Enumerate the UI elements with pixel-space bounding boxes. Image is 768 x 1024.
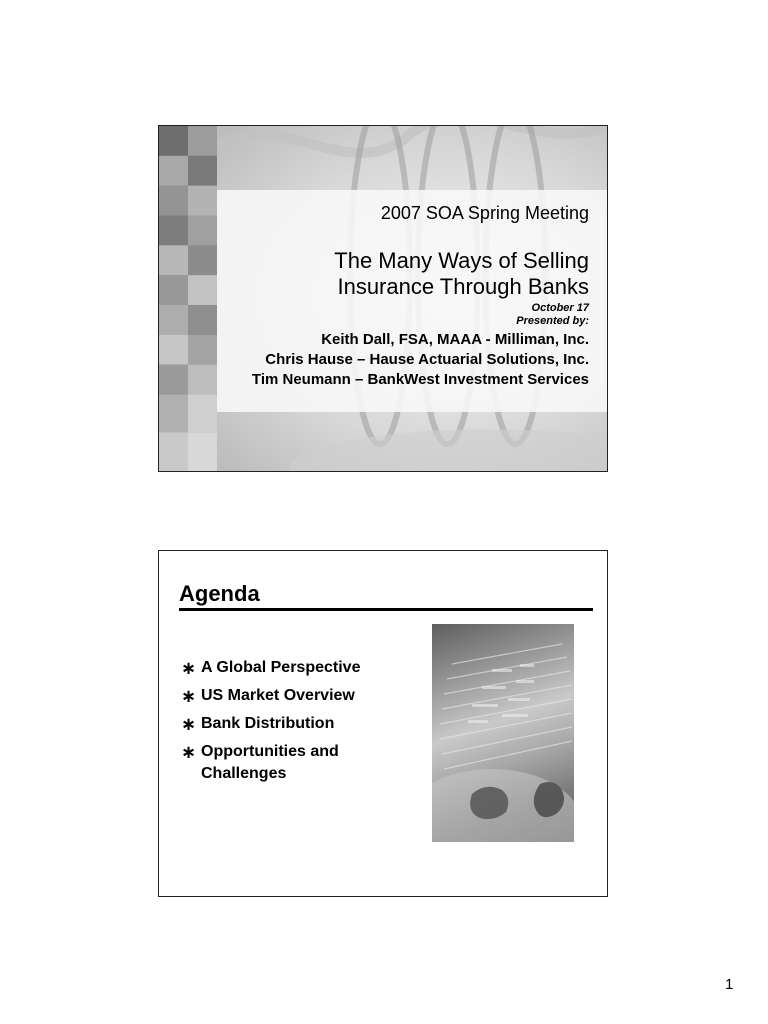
- presenter-1: Keith Dall, FSA, MAAA - Milliman, Inc.: [321, 331, 589, 348]
- agenda-slide: [158, 550, 608, 897]
- list-item: [181, 741, 401, 785]
- title-underline: [179, 608, 593, 611]
- page-number: 1: [725, 976, 734, 993]
- presenter-2: Chris Hause – Hause Actuarial Solutions, Inc.: [265, 351, 589, 368]
- list-item: [181, 657, 401, 679]
- agenda-title: Agenda: [179, 581, 260, 606]
- title-slide: [158, 125, 608, 472]
- asterisk-bullet-icon: ∗: [181, 742, 197, 762]
- presentation-date: October 17: [531, 302, 589, 314]
- meeting-name: 2007 SOA Spring Meeting: [380, 203, 589, 223]
- list-item: [181, 713, 401, 735]
- agenda-item-label: A Global Perspective: [201, 659, 361, 676]
- agenda-list: [181, 657, 401, 791]
- asterisk-bullet-icon: ∗: [181, 686, 197, 706]
- globe-and-stock-ticker-photo: [432, 624, 574, 842]
- presenter-3: Tim Neumann – BankWest Investment Services: [251, 371, 589, 388]
- presentation-title: [189, 248, 589, 300]
- agenda-item-label: Opportunities and Challenges: [201, 743, 339, 782]
- title-text-block: [189, 202, 589, 390]
- photo-art: [432, 624, 574, 842]
- title-line-1: The Many Ways of Selling: [334, 248, 589, 273]
- list-item: [181, 685, 401, 707]
- asterisk-bullet-icon: ∗: [181, 714, 197, 734]
- agenda-item-label: US Market Overview: [201, 687, 355, 704]
- presented-by-label: Presented by:: [516, 315, 589, 327]
- asterisk-bullet-icon: ∗: [181, 658, 197, 678]
- agenda-item-label: Bank Distribution: [201, 715, 335, 732]
- title-line-2: Insurance Through Banks: [337, 274, 589, 299]
